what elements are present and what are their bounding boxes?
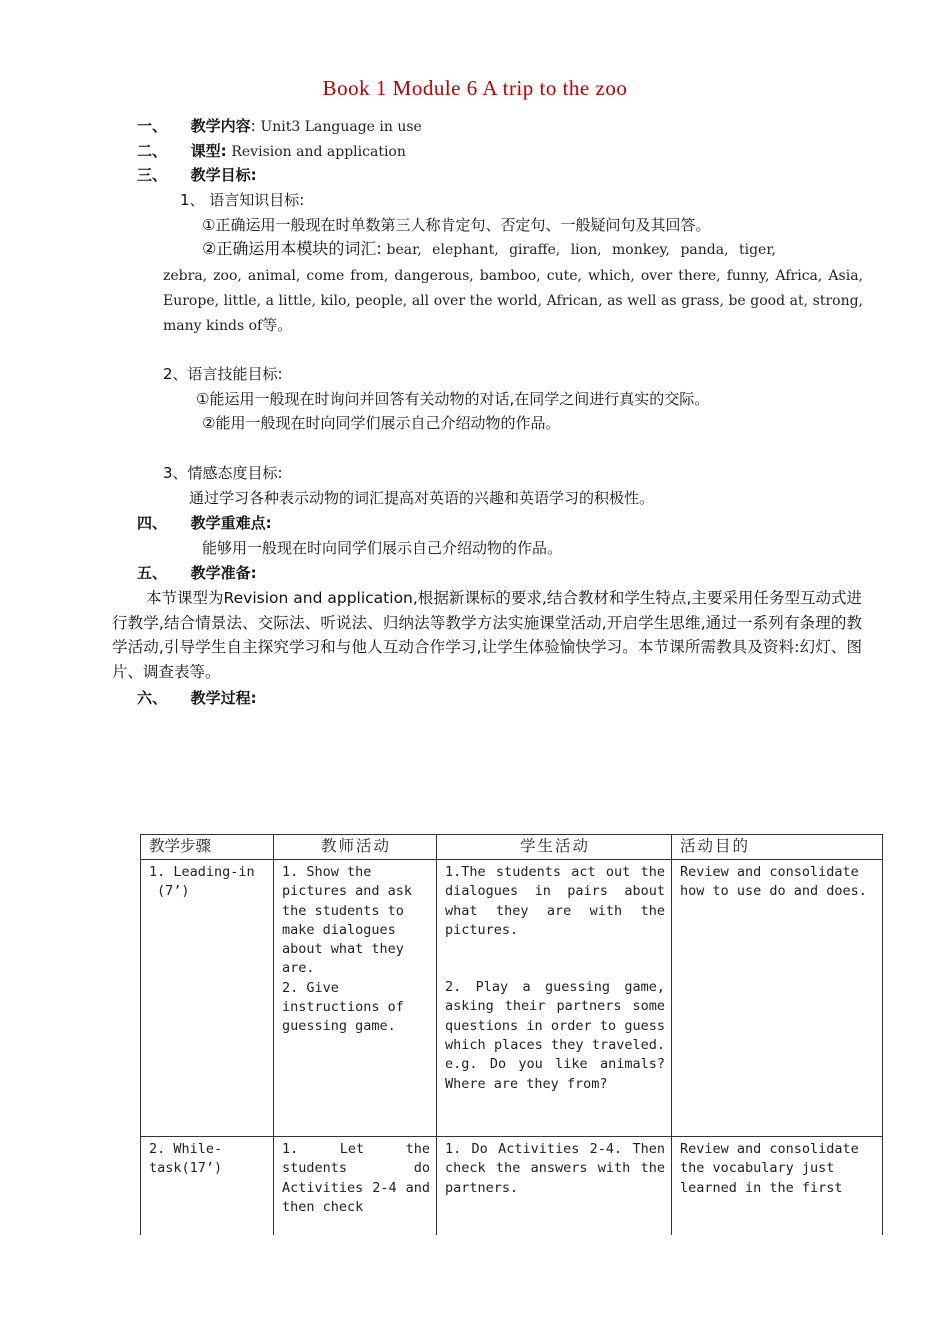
section-3-3-heading: 3、情感态度目标:: [163, 464, 283, 482]
section-3-1-item-1: ①正确运用一般现在时单数第三人称肯定句、否定句、一般疑问句及其回答。: [202, 216, 711, 234]
section-3-label: 教学目标:: [190, 166, 257, 184]
section-4: [137, 511, 272, 535]
section-4-label: 教学重难点:: [190, 514, 272, 532]
section-6-number: 六、: [137, 689, 168, 707]
section-4-number: 四、: [137, 514, 168, 532]
section-1: [137, 114, 422, 139]
section-2-label: 课型:: [190, 142, 227, 160]
teacher-cell: [274, 860, 437, 1137]
purpose-cell: [672, 860, 883, 1137]
section-2-value: Revision and application: [231, 144, 406, 160]
section-6: [137, 686, 257, 710]
table-row: [141, 860, 883, 1137]
student-cell: [437, 860, 672, 1137]
vocab-list-end: 等。: [262, 316, 293, 334]
table-row: [141, 1137, 883, 1235]
step-time: (7’): [157, 883, 190, 900]
teacher-activity-2: 2. Give instructions of guessing game.: [282, 979, 404, 1035]
section-3-1-item-2: [202, 237, 776, 262]
section-6-label: 教学过程:: [190, 689, 257, 707]
section-5-label: 教学准备:: [190, 564, 257, 582]
section-3-1-heading: 1、 语言知识目标:: [180, 191, 305, 209]
step-cell: [141, 1137, 274, 1235]
section-3-number: 三、: [137, 166, 168, 184]
section-3: [137, 163, 257, 187]
purpose-text: Review and consolidate how to use do and does.: [680, 864, 867, 900]
header-teacher: 教师活动: [274, 835, 437, 860]
section-1-label: 教学内容: [190, 117, 251, 135]
section-4-text: 能够用一般现在时向同学们展示自己介绍动物的作品。: [202, 539, 563, 557]
teacher-activity-1: 1. Show the pictures and ask the students to make dialogues about what they are.: [282, 864, 413, 977]
section-2-number: 二、: [137, 142, 168, 160]
section-1-value: Unit3 Language in use: [260, 119, 422, 135]
vocab-intro: ②正确运用本模块的词汇:: [202, 239, 382, 258]
section-5-number: 五、: [137, 564, 168, 582]
section-3-2-item-1: ①能运用一般现在时询问并回答有关动物的对话,在同学之间进行真实的交际。: [196, 390, 710, 408]
student-activity-2: 2. Play a guessing game, asking their partners some questions in order to guess which places they traveled. e.g. Do you like animals? Where are they from?: [445, 979, 665, 1092]
section-3-2-item-2: ②能用一般现在时向同学们展示自己介绍动物的作品。: [202, 414, 561, 432]
step-cell: [141, 860, 274, 1137]
step-name: 1. Leading-in: [149, 864, 255, 880]
vocab-list-words: zebra, zoo, animal, come from, dangerous, bamboo, cute, which, over there, funny, Africa, Asia, Europe, little, a little, kilo, people, all over the world, African, as well as grass, be good at, strong, many kinds of: [163, 268, 863, 334]
student-cell: [437, 1137, 672, 1235]
student-activity-1: 1.The students act out the dialogues in pairs about what they are with the pictures.: [445, 864, 665, 938]
student-activity-1: 1. Do Activities 2-4. Then check the answers with the partners.: [445, 1141, 665, 1196]
section-3-3-item-1: 通过学习各种表示动物的词汇提高对英语的兴趣和英语学习的积极性。: [189, 489, 655, 507]
header-student: 学生活动: [437, 835, 672, 860]
document-title: Book 1 Module 6 A trip to the zoo: [322, 76, 628, 100]
section-5-text: 本节课型为Revision and application,根据新课标的要求,结合教材和学生特点,主要采用任务型互动式进行教学,结合情景法、交际法、听说法、归纳法等教学方法实施课堂活动,开启学生思维,通过一系列有条理的教学活动,引导学生自主探究学习和与他人互动合作学习,让学生体验愉快学习。本节课所需教具及资料:幻灯、图片、调查表等。: [112, 589, 862, 681]
teacher-cell: [274, 1137, 437, 1235]
purpose-text: Review and consolidate the vocabulary just learned in the first: [680, 1141, 859, 1196]
section-5: [137, 561, 257, 585]
table-header-row: [141, 835, 883, 860]
vocab-list: [163, 264, 863, 339]
header-step: 教学步骤: [141, 835, 274, 860]
teacher-activity-1: 1. Let the students do Activities 2-4 and then check: [282, 1141, 430, 1215]
section-2: [137, 139, 406, 164]
purpose-cell: [672, 1137, 883, 1235]
vocab-line-1: bear, elephant, giraffe, lion, monkey, panda, tiger,: [386, 242, 776, 258]
section-1-colon: :: [250, 117, 256, 135]
step-name: 2. While-task(17’): [149, 1141, 223, 1177]
teaching-process-table: [140, 834, 883, 1235]
section-3-2-heading: 2、语言技能目标:: [163, 365, 283, 383]
section-1-number: 一、: [137, 117, 168, 135]
header-purpose: 活动目的: [672, 835, 883, 860]
